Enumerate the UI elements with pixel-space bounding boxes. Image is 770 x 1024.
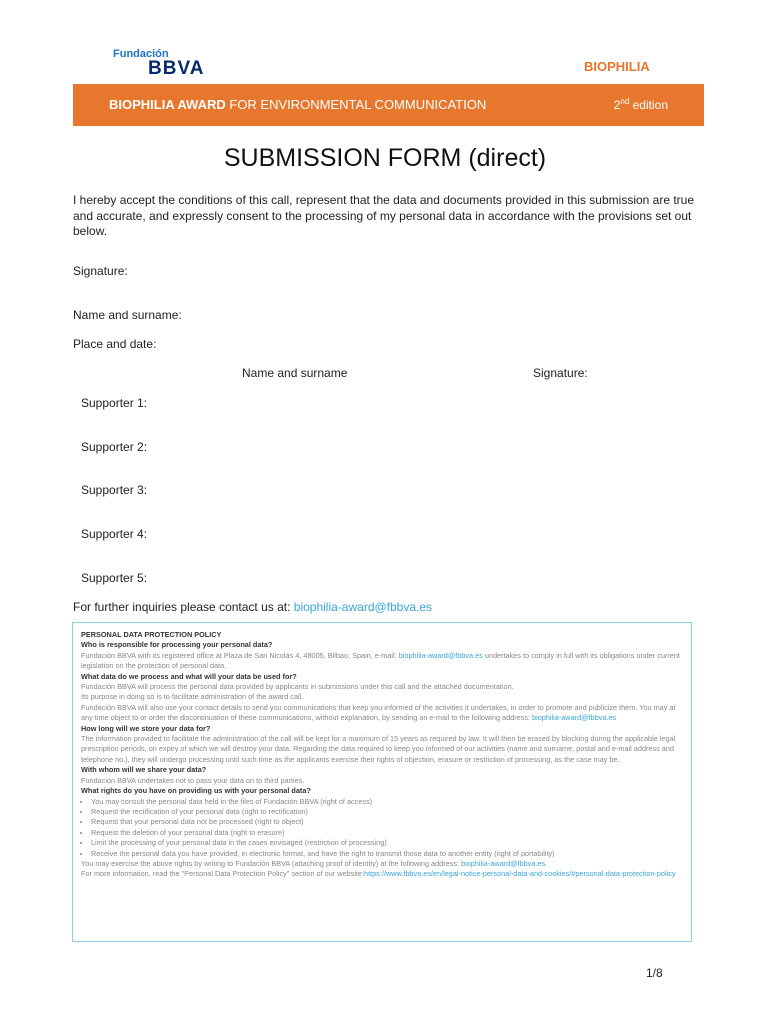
policy-exercise-pre: You may exercise the above rights by writing to Fundación BBVA (attaching proof of identity) at the following address: bbox=[81, 858, 462, 868]
biophilia-brand: BIOPHILIA bbox=[584, 59, 650, 74]
policy-a2-3-pre: Fundación BBVA will also use your contact details to send you communications that keep you informed of the activities it undertakes, in order to promote and publicize them. You may at any time object to or order the discontinuation of these communications, without explanation, by sending an e-mail to the following address: bbox=[81, 702, 676, 723]
policy-a1-pre: Fundación BBVA with its registered office at Plaza de San Nicolás 4, 48005, Bilbao, Spain, e-mail: bbox=[81, 650, 399, 660]
supporter-row-4: Supporter 4: bbox=[81, 527, 148, 541]
supporters-col-name: Name and surname bbox=[242, 366, 348, 380]
rights-item: • Request that your personal data not be processed (right to object) bbox=[91, 817, 683, 827]
banner-title-bold: BIOPHILIA AWARD bbox=[109, 97, 226, 112]
rights-item: • Request the deletion of your personal data (right to erasure) bbox=[91, 828, 683, 838]
policy-a1-email[interactable]: biophilia-award@fbbva.es bbox=[398, 650, 483, 660]
policy-exercise-email[interactable]: biophilia-award@fbbva.es. bbox=[461, 858, 548, 868]
policy-a2-1: Fundación BBVA will process the personal data provided by applicants in submissions under this call and the attached documentation. bbox=[81, 682, 514, 692]
contact-email-link[interactable]: biophilia-award@fbbva.es bbox=[293, 600, 433, 614]
supporter-row-1: Supporter 1: bbox=[81, 396, 148, 410]
policy-q4: With whom will we share your data? bbox=[81, 765, 207, 775]
supporter-row-5: Supporter 5: bbox=[81, 571, 148, 585]
policy-q5: What rights do you have on providing us with your personal data? bbox=[81, 786, 311, 796]
intro-text: I hereby accept the conditions of this call, represent that the data and documents provided in this submission are true and accurate, and expressly consent to the processing of my personal data in accordance with the provisions set out below. bbox=[73, 193, 695, 238]
rights-item: • Limit the processing of your personal data in the cases envisaged (restriction of processing) bbox=[91, 838, 683, 848]
signature-field-label: Signature: bbox=[73, 264, 128, 278]
policy-a1-post: undertakes to comply in full with its obligations under current legislation on the protection of personal data. bbox=[81, 650, 680, 671]
policy-a1 bbox=[81, 651, 683, 672]
policy-title: PERSONAL DATA PROTECTION POLICY bbox=[81, 630, 222, 639]
policy-q3: How long will we store your data for? bbox=[81, 723, 211, 733]
edition-suffix: nd bbox=[620, 97, 630, 106]
banner-title-rest: FOR ENVIRONMENTAL COMMUNICATION bbox=[225, 97, 487, 112]
rights-list bbox=[81, 797, 683, 859]
policy-a3: The information provided to facilitate the administration of the call will be kept for a maximum of 15 years as required by law. It will then be erased by blocking during the applicable legal prescription periods, on expiry of which we will destroy your data. Regarding the data required to keep you informed of our activities (name and surname, postal and e-mail address and telephone no.), they will undergo processing until such time as the applicants exercise their rights of objection, erasure or restriction of processing, as the case may be. bbox=[81, 734, 676, 764]
data-protection-policy-box bbox=[72, 622, 692, 942]
supporters-col-signature: Signature: bbox=[533, 366, 588, 380]
policy-more-link[interactable]: https://www.fbbva.es/en/legal-notice-personal-data-and-cookies/#personal-data-protection-policy bbox=[364, 869, 676, 879]
page-number: 1/8 bbox=[646, 966, 663, 980]
policy-exercise bbox=[81, 859, 683, 869]
policy-more-pre: For more information, read the "Personal Data Protection Policy" section of our website: bbox=[81, 869, 365, 879]
edition-word: edition bbox=[629, 98, 668, 112]
award-banner bbox=[73, 84, 704, 126]
banner-edition bbox=[614, 97, 668, 112]
name-field-label: Name and surname: bbox=[73, 308, 182, 322]
supporter-row-2: Supporter 2: bbox=[81, 440, 148, 454]
policy-q1: Who is responsible for processing your personal data? bbox=[81, 640, 273, 650]
contact-line bbox=[73, 600, 432, 614]
policy-q2: What data do we process and what will your data be used for? bbox=[81, 671, 297, 681]
rights-item: • You may consult the personal data held in the files of Fundación BBVA (right of access) bbox=[91, 797, 683, 807]
policy-a2-3 bbox=[81, 703, 683, 724]
place-date-field-label: Place and date: bbox=[73, 337, 157, 351]
banner-title bbox=[109, 97, 486, 112]
rights-item: • Request the rectification of your personal data (right to rectification) bbox=[91, 807, 683, 817]
policy-a2-2: Its purpose in doing so is to facilitate administration of the award call. bbox=[81, 692, 304, 702]
policy-a4: Fundación BBVA undertakes not to pass your data on to third parties. bbox=[81, 775, 305, 785]
page-title: SUBMISSION FORM (direct) bbox=[223, 144, 547, 172]
logo-fundacion-text: Fundación bbox=[113, 48, 169, 60]
policy-a2-3-email[interactable]: biophilia-award@fbbva.es bbox=[532, 713, 617, 723]
supporter-row-3: Supporter 3: bbox=[81, 483, 148, 497]
edition-number: 2 bbox=[613, 98, 621, 112]
policy-more bbox=[81, 869, 683, 879]
rights-item: • Receive the personal data you have provided, in electronic format, and have the right to transmit those data to another entity (right of portability) bbox=[91, 849, 683, 859]
logo-bbva-text: BBVA bbox=[148, 58, 205, 79]
contact-text: For further inquiries please contact us at: bbox=[73, 600, 294, 614]
